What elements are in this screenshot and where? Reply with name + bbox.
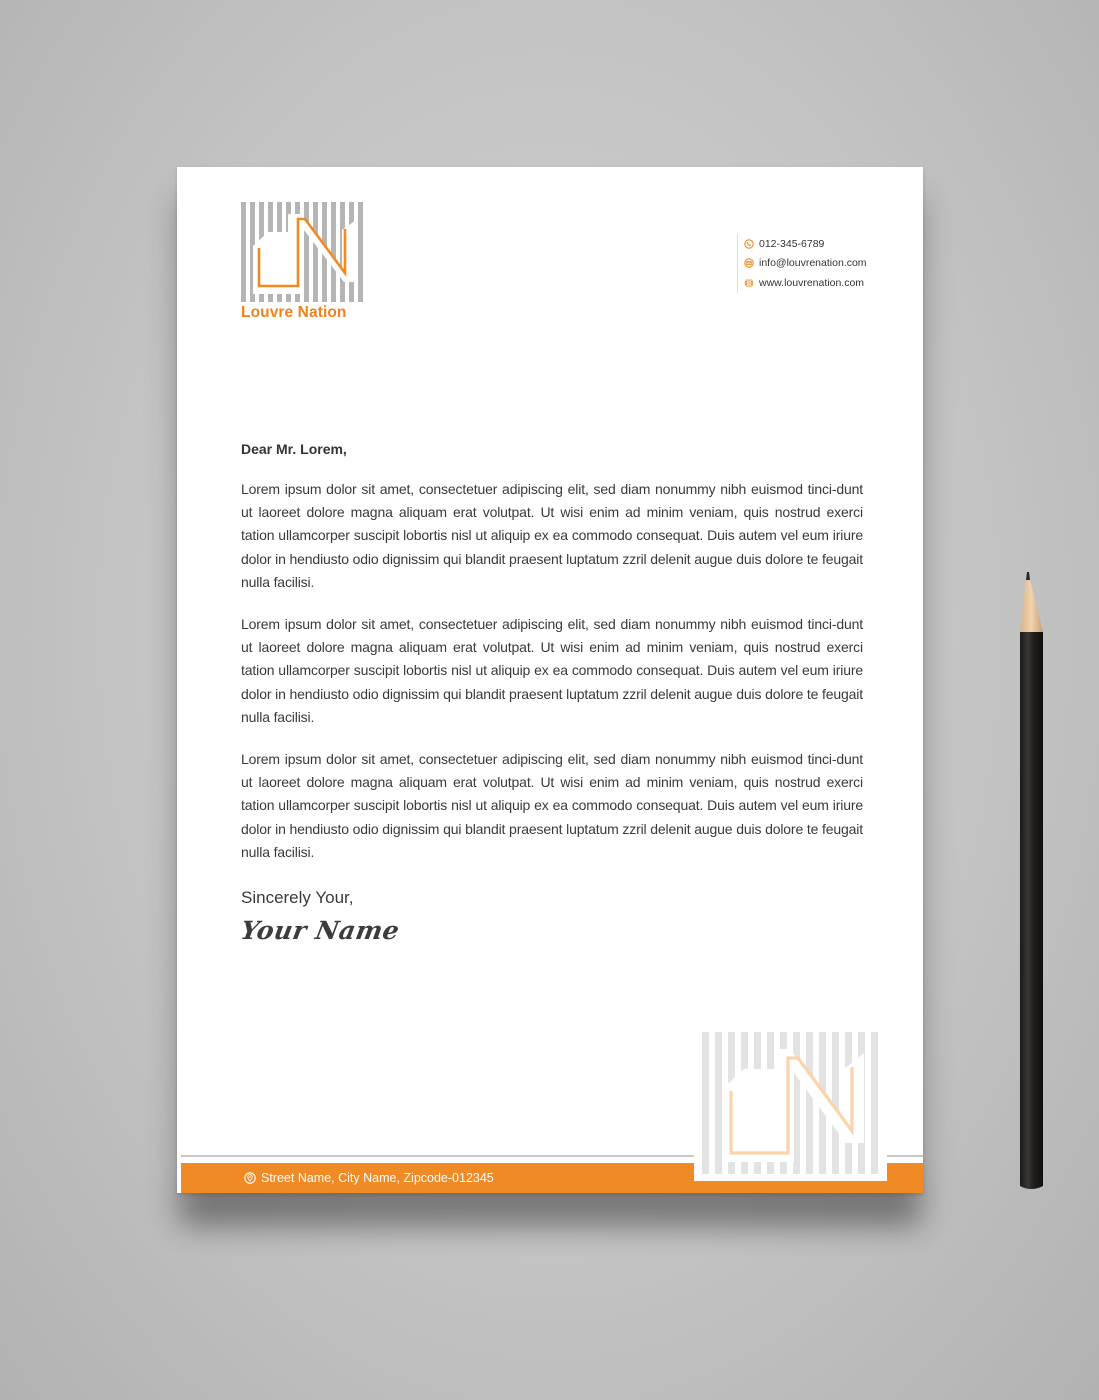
brand-name: Louvre Nation (241, 304, 347, 321)
email-icon (744, 258, 754, 268)
letterhead-paper (177, 167, 923, 1193)
paragraph-1: Lorem ipsum dolor sit amet, consectetuer adipiscing elit, sed diam nonummy nibh euismod tinci-dunt ut laoreet dolore magna aliquam erat volutpat. Ut wisi enim ad minim veniam, quis nostrud exerci tation ullamcorper suscipit lobortis nisl ut aliquip ex ea commodo consequat. Duis autem vel eum iriure dolor in hendiusto odio dignissim qui blandit praesent luptatum zzril delenit augue duis dolore te feugait nulla facilisi. (241, 481, 863, 590)
map-pin-icon (244, 1172, 256, 1184)
globe-icon (744, 278, 754, 288)
contact-website (744, 273, 867, 293)
website-url[interactable]: www.louvrenation.com (759, 276, 865, 289)
closing: Sincerely Your, (241, 888, 354, 908)
phone-icon (744, 239, 754, 249)
address: Street Name, City Name, Zipcode-012345 (261, 1171, 494, 1185)
paragraph-2: Lorem ipsum dolor sit amet, consectetuer adipiscing elit, sed diam nonummy nibh euismod tinci-dunt ut laoreet dolore magna aliquam erat volutpat. Ut wisi enim ad minim veniam, quis nostrud exerci tation ullamcorper suscipit lobortis nisl ut aliquip ex ea commodo consequat. Duis autem vel eum iriure dolor in hendiusto odio dignissim qui blandit praesent luptatum zzril delenit augue duis dolore te feugait nulla facilisi. (241, 616, 863, 725)
louvre-nation-logo-icon (240, 202, 365, 302)
louvre-nation-watermark-icon (694, 1027, 887, 1181)
paragraph-3: Lorem ipsum dolor sit amet, consectetuer adipiscing elit, sed diam nonummy nibh euismod tinci-dunt ut laoreet dolore magna aliquam erat volutpat. Ut wisi enim ad minim veniam, quis nostrud exerci tation ullamcorper suscipit lobortis nisl ut aliquip ex ea commodo consequat. Duis autem vel eum iriure dolor in hendiusto odio dignissim qui blandit praesent luptatum zzril delenit augue duis dolore te feugait nulla facilisi. (241, 751, 863, 860)
greeting: Dear Mr. Lorem, (241, 441, 347, 457)
contact-phone (744, 234, 867, 254)
signature: Your Name (238, 916, 402, 946)
phone-number[interactable]: 012-345-6789 (759, 237, 825, 250)
contact-email (744, 254, 867, 274)
email-address[interactable]: info@louvrenation.com (759, 257, 867, 270)
letter-body (238, 441, 863, 946)
pencil (1017, 572, 1045, 1192)
contact-block (737, 234, 867, 293)
